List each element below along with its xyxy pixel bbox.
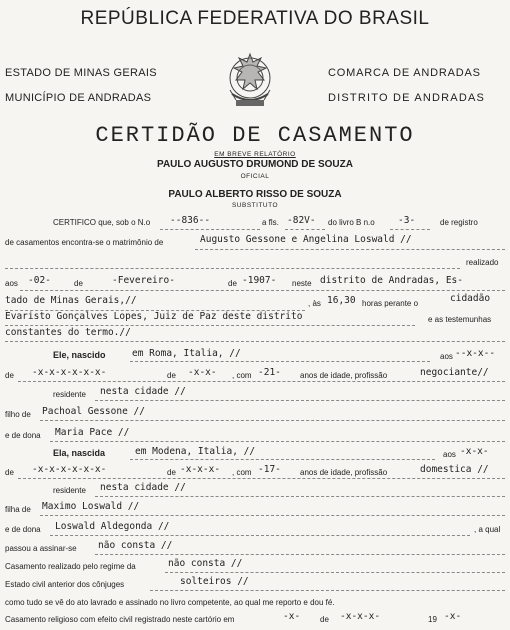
witnesses: constantes do termo.// [5,327,131,338]
neste-label: neste [292,279,312,288]
bride-age: -17- [258,464,281,475]
place-line-1: distrito de Andradas, Es- [320,275,463,286]
republic-title: REPÚBLICA FEDERATIVA DO BRASIL [80,8,430,29]
official-role: OFICIAL [240,173,270,180]
book-number: -3- [398,215,416,226]
religioso-label: Casamento religioso com efeito civil registrado neste cartório em [5,615,235,624]
religious-year: -x- [444,611,462,622]
groom-father: Pachoal Gessone // [42,406,145,417]
official-name: PAULO AUGUSTO DRUMOND DE SOUZA [157,159,353,170]
fls-label: a fls. [262,218,279,227]
place-line-2: tado de Minas Gerais,// [5,295,137,306]
prior-status: solteiros // [180,576,249,587]
profissao-label-groom: anos de idade, profissão [300,371,388,380]
certificate-title: CERTIDÃO DE CASAMENTO [95,123,415,148]
residente-label-groom: residente [53,390,86,399]
marriage-day: -02- [28,275,51,286]
bride-mother: Loswald Aldegonda // [55,521,170,532]
de-label-bride-1: de [5,468,14,477]
as-label: , às [308,299,321,308]
groom-aos: --x-x-- [455,348,496,359]
filho-label: filho de [5,410,31,419]
bride-birthplace: em Modena, Italia, // [135,446,256,457]
passou-label: passou a assinar-se [5,544,77,553]
bride-profession: domestica // [420,464,489,475]
aos-label-groom: aos [440,352,453,361]
de-label-bride-2: de [167,468,176,477]
bride-de-1: -x-x-x-x-x-x- [32,464,107,475]
de-label-1: de [74,279,83,288]
municipality-label: MUNICÍPIO DE ANDRADAS [5,92,152,104]
registry-number: --836-- [170,215,211,226]
filha-label: filha de [5,505,31,514]
casamentos-label: de casamentos encontra-se o matrimônio de [5,238,164,247]
horas-label: horas perante o [362,299,419,308]
religious-month: -x-x-x- [340,611,381,622]
registro-label: de registro [440,218,478,227]
property-regime: não consta // [168,558,243,569]
realizado-label: realizado [466,258,499,267]
married-name: não consta // [98,540,173,551]
marriage-hour: 16,30 [327,295,356,306]
bride-residence: nesta cidade // [100,482,186,493]
religious-day: -x- [283,611,301,622]
groom-mother: Maria Pace // [55,427,130,438]
aos-label: aos [5,279,18,288]
a-qual-label: , a qual [474,525,501,534]
como-tudo-text: como tudo se vê do ato lavrado e assinado no livro competente, ao qual me reporto e dou fé. [5,598,335,607]
groom-birthplace: em Roma, Italia, // [132,348,241,359]
com-label-groom: , com [232,371,252,380]
ela-label: Ela, nascida [53,448,106,458]
substitute-role: SUBSTITUTO [231,202,279,209]
com-label-bride: , com [232,468,252,477]
brief-label: EM BREVE RELATÓRIO [214,151,296,158]
de-label-rel: de [320,615,329,624]
officiant-prefix: cidadão [450,293,491,304]
marriage-year: -1907- [242,275,277,286]
groom-de-1: -x-x-x-x-x-x- [32,367,107,378]
marriage-month: -Fevereiro- [112,275,175,286]
groom-de-2: -x-x- [188,367,217,378]
residente-label-bride: residente [53,486,86,495]
de-label-groom-2: de [167,371,176,380]
page-number: -82V- [287,215,316,226]
coat-of-arms-icon [222,50,278,110]
de-label-2: de [228,279,237,288]
livro-label: do livro B n.o [328,218,375,227]
profissao-label-bride: anos de idade, profissão [300,468,388,477]
district-label: DISTRITO DE ANDRADAS [328,92,486,104]
ele-label: Ele, nascido [53,350,106,360]
testemunhas-label: e as testemunhas [428,315,492,324]
officiant-name: Evaristo Gonçalves Lopes, Juiz de Paz deste distrito [5,311,303,322]
spouses-names: Augusto Gessone e Angelina Loswald // [200,234,412,245]
certifico-label: CERTIFICO que, sob o N.o [53,218,151,227]
bride-father: Maximo Loswald // [42,501,140,512]
regime-label: Casamento realizado pelo regime da [5,562,136,571]
comarca-label: COMARCA DE ANDRADAS [328,67,481,79]
aos-label-bride: aos [443,450,456,459]
groom-profession: negociante// [420,367,489,378]
de-label-groom-1: de [5,371,14,380]
mae-label-groom: e de dona [5,431,41,440]
estado-civil-label: Estado civil anterior dos cônjuges [5,580,125,589]
bride-de-2: -x-x-x- [180,464,221,475]
substitute-name: PAULO ALBERTO RISSO DE SOUZA [168,189,342,200]
bride-aos: -x-x- [460,446,489,457]
state-label: ESTADO DE MINAS GERAIS [5,67,157,79]
mae-label-bride: e de dona [5,525,41,534]
groom-residence: nesta cidade // [100,386,186,397]
groom-age: -21- [258,367,281,378]
ano-label: 19 [428,615,437,624]
